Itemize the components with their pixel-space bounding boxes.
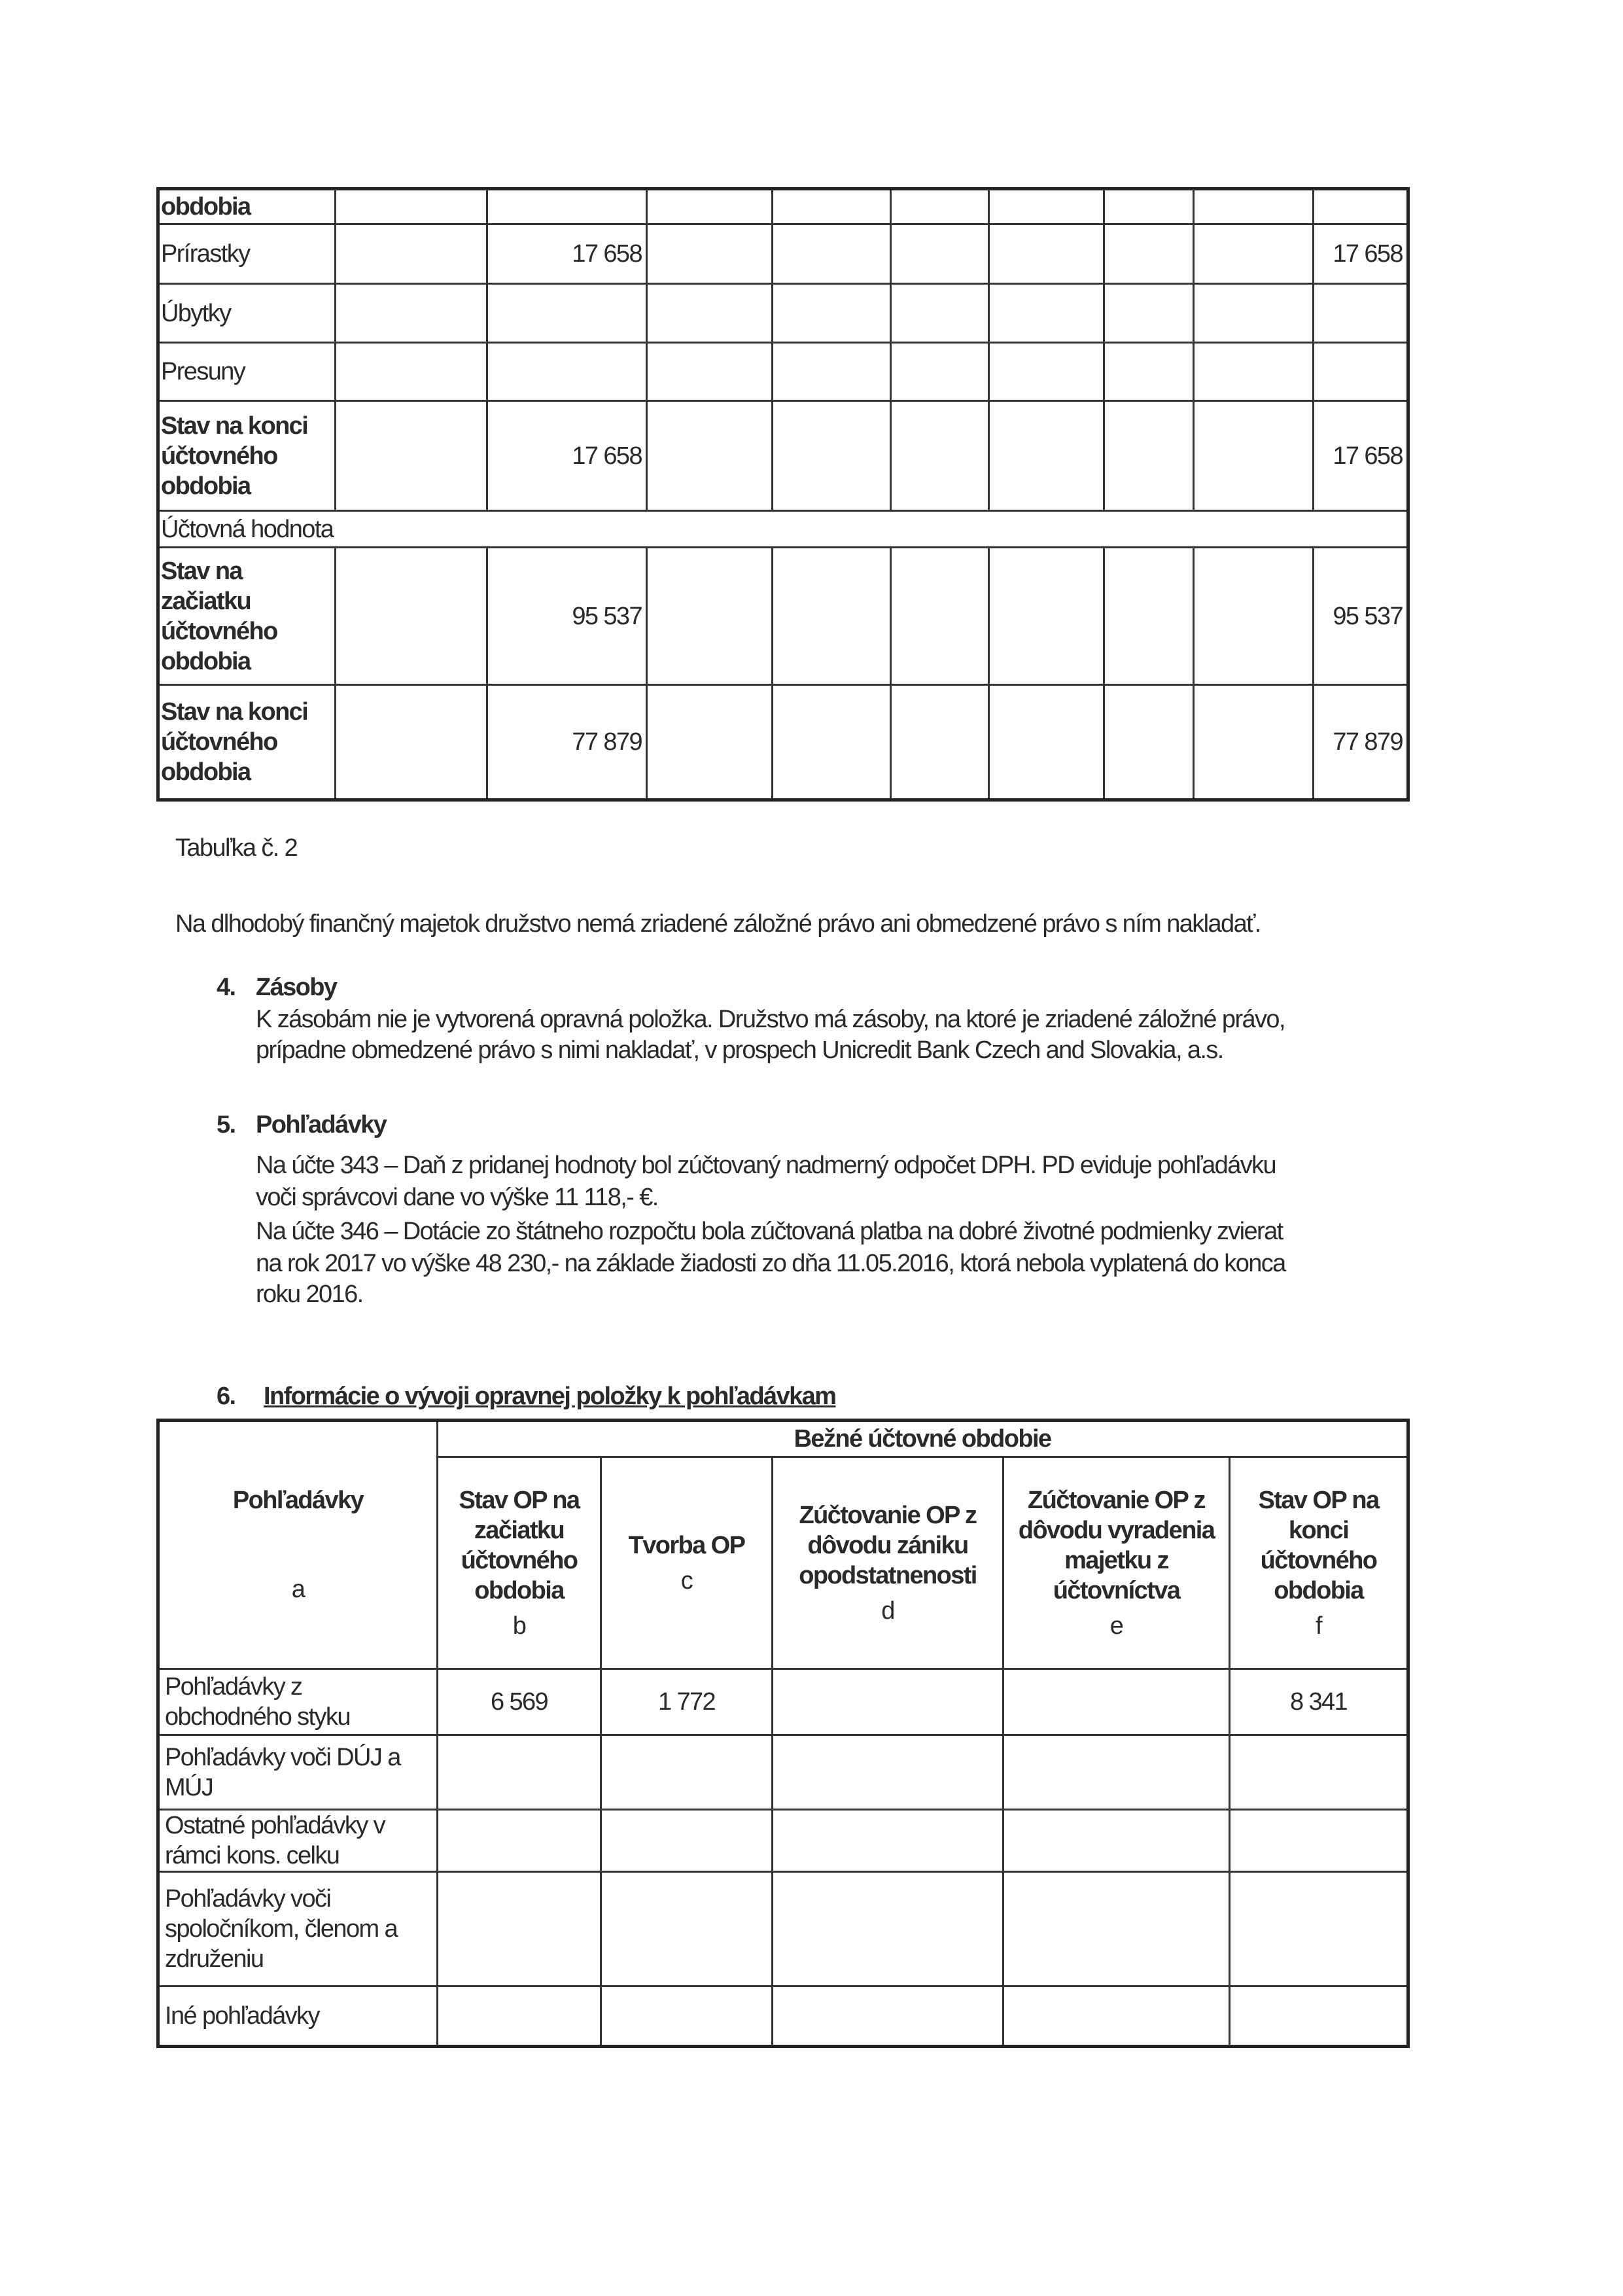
- empty-cell: [336, 343, 487, 401]
- empty-cell: [989, 189, 1104, 224]
- value-cell: [487, 189, 647, 224]
- section-number: 4.: [217, 974, 236, 1001]
- total-cell: [1314, 189, 1408, 224]
- column-letter: d: [881, 1597, 894, 1625]
- row-label: Pohľadávky voči spoločníkom, členom a združeniu: [158, 1872, 438, 1987]
- value-cell: [438, 1735, 601, 1810]
- empty-cell: [336, 224, 487, 284]
- column-header: [601, 1457, 773, 1669]
- value-cell: [1003, 1872, 1230, 1987]
- column-header-label: Zúčtovanie OP z dôvodu zániku opodstatnenosti: [799, 1501, 977, 1589]
- value-cell: [1003, 1735, 1230, 1810]
- column-header-label: Tvorba OP: [628, 1531, 745, 1559]
- empty-cell: [891, 685, 989, 800]
- empty-cell: [773, 401, 891, 511]
- column-header: [773, 1457, 1003, 1669]
- value-cell: 6 569: [438, 1669, 601, 1735]
- empty-cell: [336, 284, 487, 343]
- paragraph-line: na rok 2017 vo výške 48 230,- na základe žiadosti zo dňa 11.05.2016, ktorá nebola vyplatená do konca: [256, 1250, 1285, 1277]
- empty-cell: [773, 189, 891, 224]
- column-letter: a: [291, 1576, 305, 1603]
- table-row: [158, 189, 1408, 224]
- row-label: Stav na konci účtovného obdobia: [158, 685, 336, 800]
- group-header: Bežné účtovné obdobie: [438, 1421, 1408, 1457]
- empty-cell: [336, 401, 487, 511]
- paragraph-line: K zásobám nie je vytvorená opravná položka. Družstvo má zásoby, na ktoré je zriadené záložné právo,: [256, 1006, 1285, 1033]
- value-cell: [773, 1810, 1003, 1872]
- value-cell: [601, 1810, 773, 1872]
- column-header: [1230, 1457, 1408, 1669]
- empty-cell: [1104, 189, 1194, 224]
- empty-cell: [891, 548, 989, 685]
- empty-cell: [989, 401, 1104, 511]
- row-label: Pohľadávky voči DÚJ a MÚJ: [158, 1735, 438, 1810]
- value-cell: [438, 1987, 601, 2047]
- empty-cell: [336, 548, 487, 685]
- row-header: [158, 1421, 438, 1669]
- paragraph-line: prípadne obmedzené právo s nimi nakladať, v prospech Unicredit Bank Czech and Slovakia, a.s.: [256, 1036, 1223, 1064]
- empty-cell: [989, 548, 1104, 685]
- total-cell: 17 658: [1314, 401, 1408, 511]
- empty-cell: [1194, 685, 1314, 800]
- value-cell: [1003, 1669, 1230, 1735]
- column-letter: b: [512, 1612, 526, 1640]
- empty-cell: [891, 224, 989, 284]
- table-row: [158, 1669, 1408, 1735]
- empty-cell: [989, 685, 1104, 800]
- section-title: Zásoby: [256, 974, 337, 1001]
- column-letter: c: [680, 1566, 693, 1595]
- total-cell: [1314, 343, 1408, 401]
- header-row: [158, 1421, 1408, 1457]
- value-cell: 17 658: [487, 401, 647, 511]
- empty-cell: [647, 401, 773, 511]
- value-cell: [601, 1872, 773, 1987]
- column-letter: e: [1109, 1612, 1123, 1640]
- total-cell: [1314, 284, 1408, 343]
- empty-cell: [1104, 685, 1194, 800]
- value-cell: [1003, 1810, 1230, 1872]
- empty-cell: [647, 685, 773, 800]
- empty-cell: [336, 685, 487, 800]
- empty-cell: [773, 224, 891, 284]
- value-cell: [487, 343, 647, 401]
- table-row: [158, 1872, 1408, 1987]
- empty-cell: [891, 284, 989, 343]
- value-cell: [438, 1872, 601, 1987]
- column-header-label: Stav OP na konci účtovného obdobia: [1258, 1486, 1379, 1604]
- empty-cell: [989, 224, 1104, 284]
- empty-cell: [1194, 224, 1314, 284]
- row-label: Pohľadávky z obchodného styku: [158, 1669, 438, 1735]
- empty-cell: [773, 284, 891, 343]
- empty-cell: [989, 343, 1104, 401]
- empty-cell: [1104, 224, 1194, 284]
- empty-cell: [891, 343, 989, 401]
- empty-cell: [1194, 189, 1314, 224]
- receivables-allowance-table: [156, 1419, 1410, 2048]
- empty-cell: [989, 284, 1104, 343]
- empty-cell: [891, 401, 989, 511]
- column-header: [438, 1457, 601, 1669]
- section-title: Pohľadávky: [256, 1111, 387, 1139]
- value-cell: [773, 1987, 1003, 2047]
- table-caption: Tabuľka č. 2: [175, 834, 298, 862]
- empty-cell: [1104, 284, 1194, 343]
- empty-cell: [647, 548, 773, 685]
- column-header-label: Stav OP na začiatku účtovného obdobia: [459, 1486, 580, 1604]
- empty-cell: [647, 284, 773, 343]
- empty-cell: [336, 189, 487, 224]
- table-row: [158, 1810, 1408, 1872]
- empty-cell: [1104, 343, 1194, 401]
- fixed-assets-table: [156, 187, 1410, 802]
- row-label: Úbytky: [158, 284, 336, 343]
- value-cell: [438, 1810, 601, 1872]
- column-letter: f: [1316, 1612, 1322, 1640]
- table-row: [158, 548, 1408, 685]
- value-cell: [601, 1735, 773, 1810]
- total-cell: 77 879: [1314, 685, 1408, 800]
- table-row: [158, 685, 1408, 800]
- empty-cell: [647, 224, 773, 284]
- empty-cell: [1194, 401, 1314, 511]
- row-label: obdobia: [158, 189, 336, 224]
- value-cell: [601, 1987, 773, 2047]
- value-cell: 95 537: [487, 548, 647, 685]
- paragraph-line: Na účte 343 – Daň z pridanej hodnoty bol zúčtovaný nadmerný odpočet DPH. PD eviduje pohľadávku: [256, 1152, 1276, 1179]
- total-cell: 95 537: [1314, 548, 1408, 685]
- value-cell: [773, 1872, 1003, 1987]
- row-label: Presuny: [158, 343, 336, 401]
- table-row: [158, 343, 1408, 401]
- row-label: Prírastky: [158, 224, 336, 284]
- empty-cell: [1194, 284, 1314, 343]
- empty-cell: [773, 343, 891, 401]
- value-cell: 1 772: [601, 1669, 773, 1735]
- empty-cell: [647, 189, 773, 224]
- value-cell: 77 879: [487, 685, 647, 800]
- empty-cell: [773, 685, 891, 800]
- table-row: [158, 1987, 1408, 2047]
- empty-cell: [1194, 343, 1314, 401]
- value-cell: [773, 1669, 1003, 1735]
- table-row: [158, 1735, 1408, 1810]
- column-header: [1003, 1457, 1230, 1669]
- table-row: [158, 401, 1408, 511]
- row-label: Stav na konci účtovného obdobia: [158, 401, 336, 511]
- row-label: Ostatné pohľadávky v rámci kons. celku: [158, 1810, 438, 1872]
- paragraph-line: Na účte 346 – Dotácie zo štátneho rozpočtu bola zúčtovaná platba na dobré životné podmienky zvierat: [256, 1218, 1283, 1245]
- section-title: Informácie o vývoji opravnej položky k pohľadávkam: [264, 1383, 836, 1410]
- value-cell: [487, 284, 647, 343]
- paragraph-line: roku 2016.: [256, 1280, 363, 1308]
- value-cell: [773, 1735, 1003, 1810]
- value-cell: 17 658: [487, 224, 647, 284]
- row-label: Iné pohľadávky: [158, 1987, 438, 2047]
- value-cell: [1230, 1872, 1408, 1987]
- table-row: [158, 284, 1408, 343]
- table-row: [158, 224, 1408, 284]
- section-number: 5.: [217, 1111, 236, 1139]
- value-cell: [1003, 1987, 1230, 2047]
- value-cell: [1230, 1735, 1408, 1810]
- empty-cell: [773, 548, 891, 685]
- empty-cell: [891, 189, 989, 224]
- empty-cell: [1194, 548, 1314, 685]
- empty-cell: [1104, 548, 1194, 685]
- empty-cell: [1104, 401, 1194, 511]
- section-label: Účtovná hodnota: [158, 511, 1408, 548]
- paragraph: Na dlhodobý finančný majetok družstvo nemá zriadené záložné právo ani obmedzené právo s ním nakladať.: [175, 910, 1261, 938]
- empty-cell: [647, 343, 773, 401]
- row-header-label: Pohľadávky: [232, 1487, 364, 1514]
- paragraph-line: voči správcovi dane vo výške 11 118,- €.: [256, 1184, 658, 1211]
- section-number: 6.: [217, 1383, 236, 1410]
- value-cell: [1230, 1810, 1408, 1872]
- total-cell: 17 658: [1314, 224, 1408, 284]
- column-header-label: Zúčtovanie OP z dôvodu vyradenia majetku z účtovníctva: [1018, 1486, 1215, 1604]
- row-label: Stav na začiatku účtovného obdobia: [158, 548, 336, 685]
- value-cell: [1230, 1987, 1408, 2047]
- value-cell: 8 341: [1230, 1669, 1408, 1735]
